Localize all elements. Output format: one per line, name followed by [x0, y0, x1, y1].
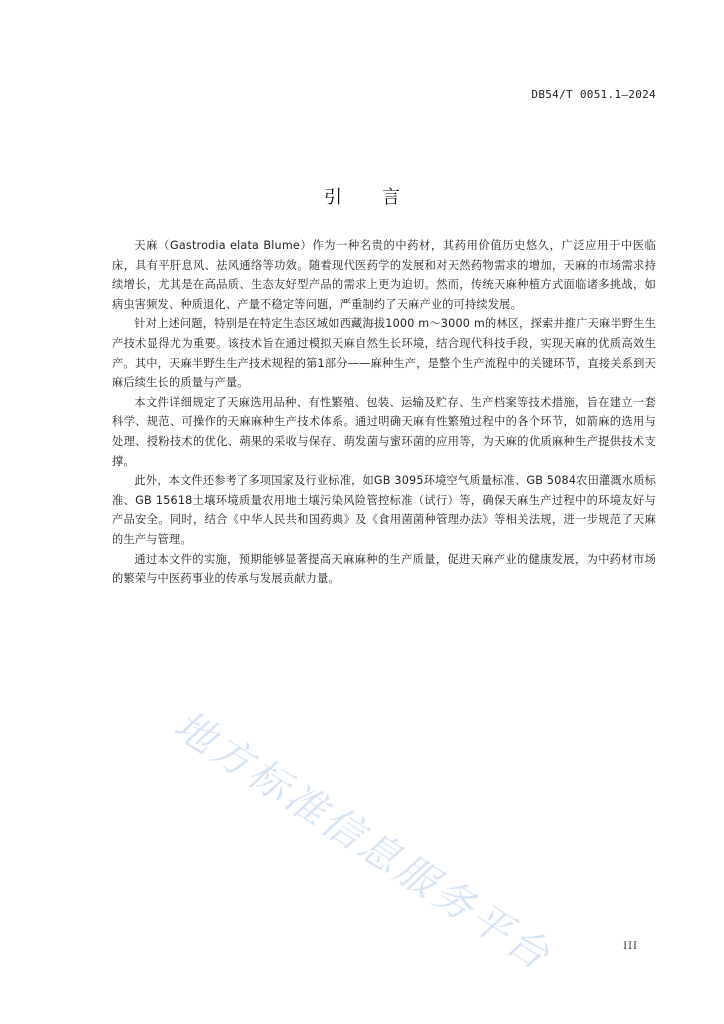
page-title: 引言: [324, 187, 440, 208]
watermark-text: 地方标准信息服务平台: [165, 702, 560, 981]
document-code: DB54/T 0051.1—2024: [531, 88, 656, 101]
paragraph-5: 通过本文件的实施，预期能够显著提高天麻麻种的生产质量，促进天麻产业的健康发展，为中药材市场的繁荣与中医药事业的传承与发展贡献力量。: [112, 552, 656, 586]
paragraph-1: 天麻（Gastrodia elata Blume）作为一种名贵的中药材，其药用价值历史悠久，广泛应用于中医临床，具有平肝息风、祛风通络等功效。随着现代医药学的发展和对天然药物需求的增加，天麻的市场需求持续增长，尤其是在高品质、生态友好型产品的需求上更为迫切。然而，传统天麻种植方式面临诸多挑战，如病虫害频发、种质退化、产量不稳定等问题，严重制约了天麻产业的可持续发展。: [112, 239, 656, 311]
paragraph-2: 针对上述问题，特别是在特定生态区域如西藏海拔1000 m～3000 m的林区，探索并推广天麻半野生生产技术显得尤为重要。该技术旨在通过模拟天麻自然生长环境，结合现代科技手段，实现天麻的优质高效生产。其中，天麻半野生生产技术规程的第1部分——麻种生产，是整个生产流程中的关键环节，直接关系到天麻后续生长的质量与产量。: [112, 317, 656, 390]
paragraph-3: 本文件详细规定了天麻选用品种、有性繁殖、包装、运输及贮存、生产档案等技术措施，旨在建立一套科学、规范、可操作的天麻麻种生产技术体系。通过明确天麻有性繁殖过程中的各个环节，如箭麻的选用与处理、授粉技术的优化、蒴果的采收与保存、萌发菌与蜜环菌的应用等，为天麻的优质麻种生产提供技术支撑。: [112, 395, 656, 468]
page-number: III: [623, 941, 638, 952]
introduction-body: [112, 236, 656, 589]
paragraph-4: 此外，本文件还参考了多项国家及行业标准，如GB 3095环境空气质量标准、GB 5084农田灌溉水质标准、GB 15618土壤环境质量农用地土壤污染风险管控标准（试行）等，确保天麻生产过程中的环境友好与产品安全。同时，结合《中华人民共和国药典》及《食用菌菌种管理办法》等相关法规，进一步规范了天麻的生产与管理。: [112, 474, 656, 546]
